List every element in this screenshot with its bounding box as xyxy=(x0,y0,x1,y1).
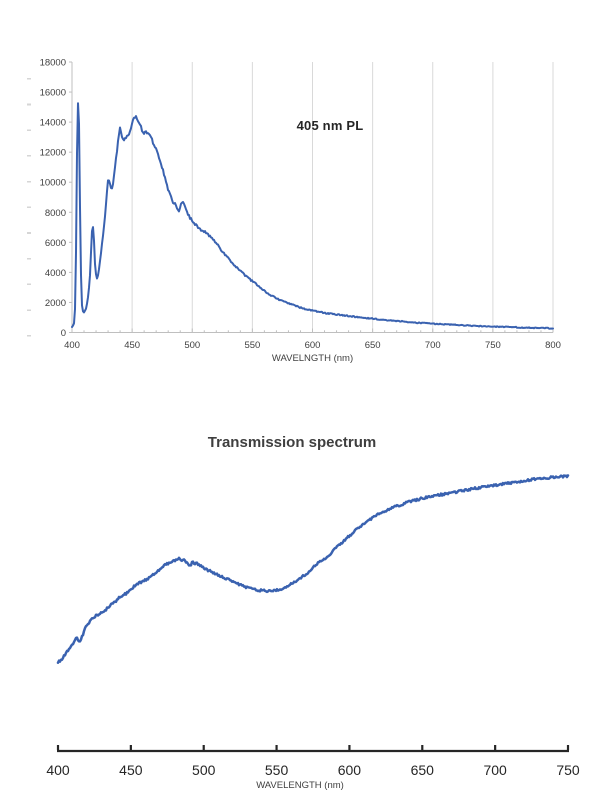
pl-axes xyxy=(69,62,553,333)
x-tick-label: 500 xyxy=(184,340,201,351)
pl-y-tick-labels xyxy=(40,58,66,340)
x-tick-label: 450 xyxy=(119,762,143,778)
transmission-x-axis-label: WAVELENGTH (nm) xyxy=(256,780,344,791)
y-tick-label: 16000 xyxy=(39,87,66,99)
x-tick-label: 400 xyxy=(64,340,80,351)
pl-x-tick-labels xyxy=(64,340,561,351)
x-tick-label: 750 xyxy=(556,762,580,778)
transmission-title: Transmission spectrum xyxy=(207,434,377,451)
x-tick-label: 650 xyxy=(410,762,434,778)
pl-annotation: 405 nm PL xyxy=(296,118,364,133)
y-tick-label: 0 xyxy=(60,328,66,339)
transmission-axes xyxy=(57,745,569,751)
x-tick-label: 550 xyxy=(244,340,261,351)
y-tick-label: 2000 xyxy=(44,297,66,309)
x-tick-label: 650 xyxy=(364,340,381,351)
pl-x-axis-label: WAVELNGTH (nm) xyxy=(271,353,354,364)
x-tick-label: 750 xyxy=(484,340,501,351)
x-tick-label: 400 xyxy=(46,762,70,778)
x-tick-label: 700 xyxy=(483,762,507,778)
vertical-gridlines xyxy=(132,62,553,333)
transmission-x-tick-labels xyxy=(46,762,580,778)
y-tick-label: 4000 xyxy=(44,267,66,279)
y-tick-label: 12000 xyxy=(39,147,66,159)
x-tick-label: 450 xyxy=(124,340,141,351)
y-tick-label: 8000 xyxy=(44,207,66,219)
y-tick-label: 18000 xyxy=(39,57,66,69)
y-tick-label: 10000 xyxy=(39,177,66,189)
transmission-curve xyxy=(58,475,568,662)
x-tick-label: 600 xyxy=(337,762,362,778)
x-tick-label: 700 xyxy=(424,340,441,351)
x-tick-label: 800 xyxy=(545,340,561,351)
transmission-plot xyxy=(0,400,600,800)
x-tick-label: 600 xyxy=(304,340,321,351)
y-tick-label: 6000 xyxy=(44,237,66,249)
y-tick-label: 14000 xyxy=(39,117,66,129)
x-tick-label: 550 xyxy=(264,762,289,778)
x-tick-label: 500 xyxy=(192,762,216,778)
